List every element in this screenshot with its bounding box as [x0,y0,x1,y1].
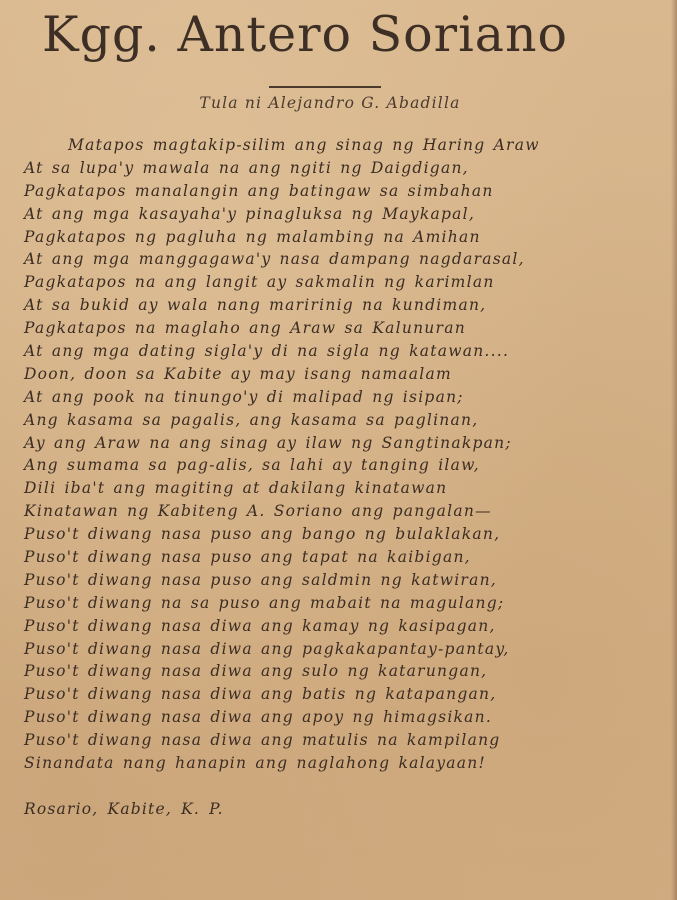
poem-line: At ang mga kasayaha'y pinagluksa ng Maykapal, [24,204,476,223]
poem-line: Doon, doon sa Kabite ay may isang namaalam [24,364,452,383]
poem-line: Pagkatapos na maglaho ang Araw sa Kalunuran [24,319,466,338]
poem-line: Dili iba't ang magiting at dakilang kinatawan [24,479,448,498]
poem-line: Puso't diwang nasa puso ang bango ng bulaklakan, [24,525,501,544]
poem-byline: Tula ni Alejandro G. Abadilla [199,94,461,112]
poem-line: Ang kasama sa pagalis, ang kasama sa paglinan, [24,410,479,429]
poem-line: Puso't diwang nasa puso ang tapat na kaibigan, [24,548,471,567]
poem-line: Puso't diwang na sa puso ang mabait na magulang; [24,593,505,612]
poem-line: Kinatawan ng Kabiteng A. Soriano ang pangalan— [24,502,492,521]
page-edge-shadow [671,0,677,900]
poem-line: At ang pook na tinungo'y di malipad ng isipan; [24,387,464,406]
poem-line: At sa lupa'y mawala na ang ngiti ng Daigdigan, [24,158,469,177]
poem-line: Pagkatapos manalangin ang batingaw sa simbahan [24,181,494,200]
poem-line: Pagkatapos na ang langit ay sakmalin ng karimlan [24,273,495,292]
poem-line: Matapos magtakip-silim ang sinag ng Haring Araw [68,136,540,154]
poem-line: Pagkatapos ng pagluha ng malambing na Amihan [24,227,481,246]
poem-line: Ang sumama sa pag-alis, sa lahi ay tanging ilaw, [24,456,480,475]
poem-line: Puso't diwang nasa diwa ang matulis na kampilang [24,731,501,750]
poem-line: Puso't diwang nasa diwa ang apoy ng himagsikan. [24,708,493,727]
title-divider [269,86,381,88]
poem-line: At sa bukid ay wala nang maririnig na kundiman, [24,296,487,315]
poem-line: Puso't diwang nasa diwa ang kamay ng kasipagan, [24,616,496,635]
poem-line: Puso't diwang nasa diwa ang sulo ng katarungan, [24,662,488,681]
poem-line: At ang mga manggagawa'y nasa dampang nagdarasal, [24,250,525,269]
poem-line: Puso't diwang nasa diwa ang pagkakapantay-pantay, [24,639,510,658]
poem-line: Puso't diwang nasa puso ang saldmin ng katwiran, [24,570,497,589]
poem-body [24,134,664,775]
poem-title: Kgg. Antero Soriano [41,6,569,63]
poem-line: Puso't diwang nasa diwa ang batis ng katapangan, [24,685,497,704]
poem-line: At ang mga dating sigla'y di na sigla ng katawan.... [24,342,510,361]
poem-line: Ay ang Araw na ang sinag ay ilaw ng Sangtinakpan; [24,433,512,452]
poem-line: Sinandata nang hanapin ang naglahong kalayaan! [24,754,486,773]
poem-signature: Rosario, Kabite, K. P. [24,800,224,818]
